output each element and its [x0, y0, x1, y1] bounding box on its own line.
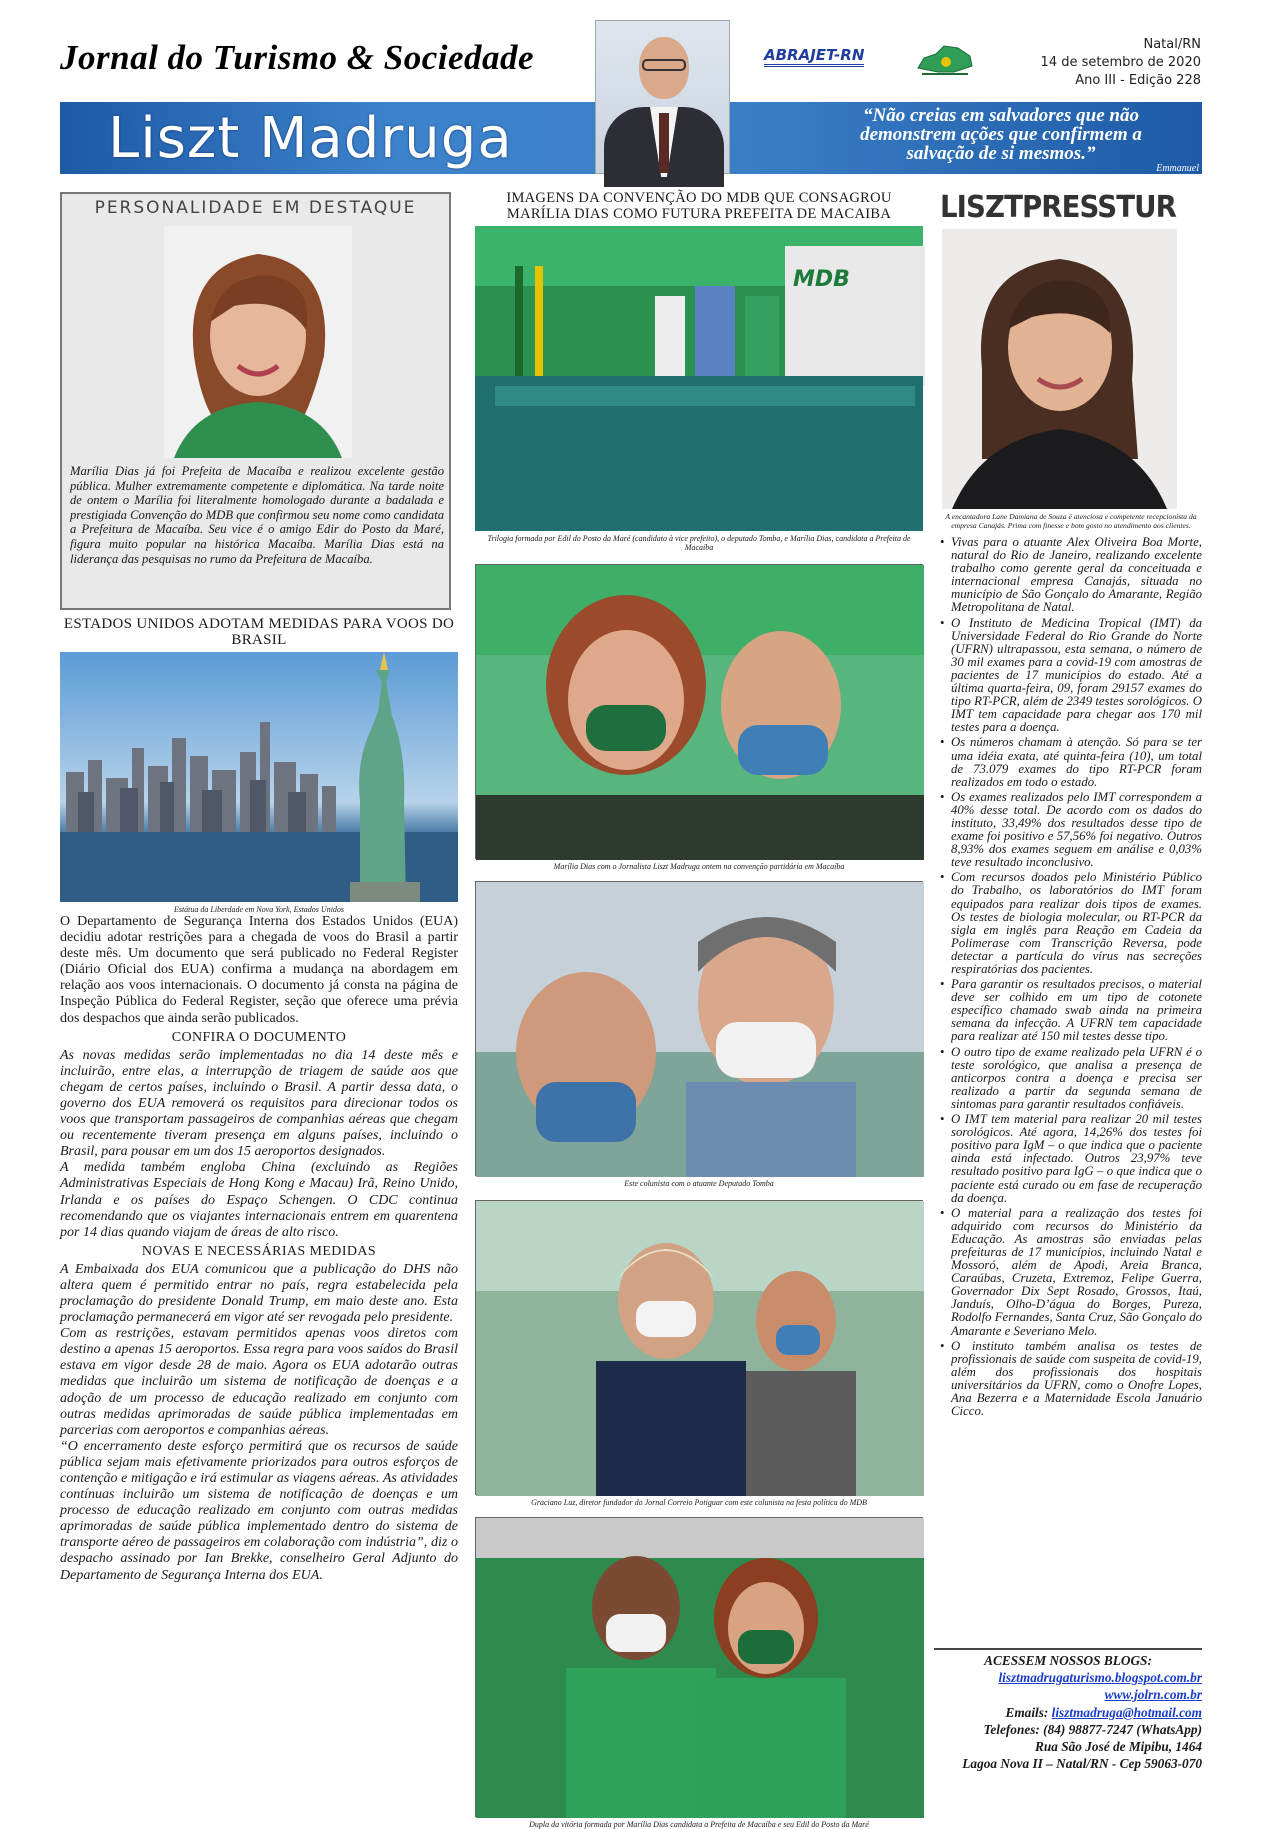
email-link[interactable]: lisztmadruga@hotmail.com: [1051, 1704, 1202, 1720]
note-item: • Os números chamam à atenção. Só para se ter uma idéia exata, até quinta-feira (10), um total de 73.079 exames do tipo RT-PCR foram realizados em todo o estado.: [940, 736, 1202, 788]
header-quote: “Não creias em salvadores que não demonstrem ações que confirmem a salvação de si mesmos.”: [860, 105, 1142, 164]
convention-stage-photo: [475, 226, 923, 531]
gallery-title: IMAGENS DA CONVENÇÃO DO MDB QUE CONSAGROU MARÍLIA DIAS COMO FUTURA PREFEITA DE MACAIBA: [506, 190, 892, 222]
note-item: • Vivas para o atuante Alex Oliveira Boa Morte, natural do Rio de Janeiro, realizando excelente trabalho como gerente geral da conceituada e internacional empresa Canajás, situada no município de São Gonçalo do Amarante, Região Metropolitana de Natal.: [940, 536, 1202, 615]
usa-photo-caption: Estátua da Liberdade em Nova York, Estados Unidos: [173, 905, 345, 914]
columnist-deputy-tomba-photo: [475, 881, 923, 1176]
feature-heading: PERSONALIDADE EM DESTAQUE: [94, 198, 417, 218]
address-line-2: Lagoa Nova II – Natal/RN - Cep 59063-070: [962, 1756, 1202, 1772]
feature-text: Marília Dias já foi Prefeita de Macaíba e realizou excelente gestão pública. Mulher extremamente competente e diplomática. Na tarde noite de ontem o Marília foi literalmente homologado durante a badalada e prestigiada Convenção do MDB que confirmou seu nome como candidata a Prefeitura de Macaíba. Seu vice é o amigo Edir do Posto da Maré, figura muito popular na histórica Macaíba. Marília Dias está na liderança das pesquisas no rumo da Prefeitura de Macaíba.: [70, 464, 444, 566]
usa-article-p5: “O encerramento deste esforço permitirá que os recursos de saúde pública sejam mais efetivamente priorizados para outros esforços de contenção e mitigação e irá estimular as viagens aéreas. As atividades contínuas incluirão um sistema de notificação de doenças e um processo de educação realizado em conjunto com outras medidas aprimoradas de saúde pública implementado dentro do sistema de transporte aéreo de passageiros em colaboração com indústria”, diz o despacho assinado por Ian Brekke, conselheiro Geral Adjunto do Departamento de Segurança Interna dos EUA.: [60, 1438, 458, 1583]
gallery-caption-5: Dupla da vitória formada por Marília Dias candidata a Prefeita de Macaíba e seu Edil do Posto da Maré: [529, 1820, 869, 1829]
columnist-name: Liszt Madruga: [108, 106, 513, 171]
note-item: • O Instituto de Medicina Tropical (IMT) da Universidade Federal do Rio Grande do Norte (UFRN) ultrapassou, esta semana, o número de 30 mil exames para a covid-19 com amostras de pacientes de 17 municípios do estado. Até a última quarta-feira, 09, foram 29157 exames do tipo RT-PCR, além de 2349 testes sorológicos. O IMT tem capacidade para chegar aos 170 mil testes para a doença.: [940, 617, 1202, 735]
blog-link-2[interactable]: www.jolrn.com.br: [1104, 1687, 1202, 1703]
personality-feature-box: [60, 192, 451, 610]
usa-subhead-document: CONFIRA O DOCUMENTO: [171, 1029, 347, 1045]
note-item: • Para garantir os resultados precisos, o material deve ser colhido em um tipo de cotonete específico chamado swab ainda na primeira semana da infecção. A UFRN tem capacidade para realizar até 150 mil testes desse tipo.: [940, 978, 1202, 1043]
marilia-edil-photo: [475, 1517, 923, 1817]
mdb-convention-gallery: [475, 190, 923, 1829]
usa-article-section1: [60, 1048, 458, 1241]
dateline: [1041, 36, 1201, 90]
gallery-caption-4: Graciano Luz, diretor fundador do Jornal Correio Potiguar com este colunista na festa política do MDB: [531, 1498, 867, 1507]
mdb-banner-text: MDB: [793, 267, 850, 292]
contact-box: [934, 1648, 1202, 1772]
note-item: • Os exames realizados pelo IMT correspondem a 40% desse total. De acordo com os dados do instituto, 33,49% dos resultados desse tipo de exame foi positivo e 57,56% foi negativo. Outros 8,93% dos exames seguem em análise e 0,03% teve resultado inconclusivo.: [940, 791, 1202, 870]
dateline-date: 14 de setembro de 2020: [1040, 55, 1201, 70]
usa-subhead-measures: NOVAS E NECESSÁRIAS MEDIDAS: [141, 1243, 377, 1259]
masthead-title: Jornal do Turismo & Sociedade: [60, 38, 535, 77]
usa-article-p2: A medida também engloba China (excluindo as Regiões Administrativas Especiais de Hong Kong e Macau) Irã, Reino Unido, Irlanda e os países do Espaço Schengen. O CDC continua recomendando que os viajantes internacionais entrem em quarentena por 14 dias quando viajam de áreas de alto risco.: [60, 1160, 458, 1240]
usa-article-p3: A Embaixada dos EUA comunicou que a publicação do DHS não altera quem é permitido entrar no país, regra estabelecida pela proclamação do presidente Donald Trump, em maio deste ano. Esta proclamação permanecerá em vigor até ser revogada pelo presidente.: [60, 1261, 458, 1326]
usa-article-body: [60, 914, 458, 1027]
note-item: • O material para a realização dos testes foi adquirido com recursos do Ministério da Educação. As amostras são enviadas pelas prefeituras de 17 municípios, incluindo Natal e Mossoró, além de Apodi, Areia Branca, Caraúbas, Cruzeta, Extremoz, Felipe Guerra, Governador Dix Sept Rosado, Grossos, Itaú, Janduís, Olho-D’água do Borges, Pureza, Rodolfo Fernandes, Santa Cruz, São Gonçalo do Amarante e Severiano Melo.: [940, 1207, 1202, 1338]
usa-article-intro: O Departamento de Segurança Interna dos Estados Unidos (EUA) decidiu adotar restrições para a chegada de voos do Brasil a partir deste mês. Um documento que será publicado no Federal Register (Diário Oficial dos EUA) confirma a mudança na abordagem em relação aos voos internacionais. O documento já consta na página de Inspeção Pública do Federal Register, seção que oferece uma prévia dos despachos que ainda serão publicados.: [60, 914, 458, 1026]
gallery-caption-1: Trilogia formada por Edil do Posto da Maré (candidato à vice prefeito), o deputado Tomba, e Marília Dias, candidata a Prefeita de Macaíba: [487, 534, 911, 552]
lane-photo-caption: A encantadora Lane Damiana de Souza é atenciosa e competente recepcionista da empresa Canajás. Prima com finesse e bom gosto no atendimento aos clientes.: [945, 512, 1197, 530]
note-item: • O instituto também analisa os testes de profissionais de saúde com suspeita de covid-19, além dos profissionais dos hospitais universitários da UFRN, como o Onofre Lopes, Ana Bezerra e a Maternidade Escola Januário Cicco.: [940, 1340, 1202, 1419]
lane-damiana-photo: [942, 229, 1177, 509]
usa-article-title: ESTADOS UNIDOS ADOTAM MEDIDAS PARA VOOS DO BRASIL: [63, 616, 455, 648]
rn-state-map-logo: [914, 38, 976, 84]
usa-flights-article: [60, 616, 458, 1584]
phone-line: Telefones: (84) 98877-7247 (WhatsApp): [983, 1721, 1202, 1737]
lisztpresstur-notes: [940, 536, 1202, 1418]
dateline-city: Natal/RN: [1143, 37, 1201, 52]
gallery-caption-3: Este colunista com o atuante Deputado Tomba: [624, 1179, 774, 1188]
marilia-liszt-selfie-photo: [475, 564, 923, 859]
lisztpresstur-column: [940, 190, 1202, 1420]
dateline-edition: Ano III - Edição 228: [1075, 73, 1201, 88]
note-item: • O IMT tem material para realizar 20 mil testes sorológicos. Até agora, 14,26% dos testes foi positivo para IgM – o que indica que o paciente ainda está infectado. Outros 23,97% teve resultado positivo para IgG – o que indica que o paciente está curado ou em fase de recuperação da doença.: [940, 1113, 1202, 1205]
gallery-caption-2: Marília Dias com o Jornalista Liszt Madruga ontem na convenção partidária em Macaíba: [553, 862, 845, 871]
abrajet-logo: ABRAJET-RN: [764, 46, 864, 67]
marilia-dias-photo: [164, 226, 352, 458]
usa-article-p1: As novas medidas serão implementadas no dia 14 deste mês e incluirão, entre elas, a interrupção de triagem de saúde aos que chegam de certos países, incluindo o Brasil. A partir dessa data, o governo dos EUA removerá os requisitos para direcionar todos os voos que transportam passageiros de companhias aéreas que chegam ou recentemente tiveram presença em alguns países, incluindo o Brasil, para pousar em um dos 15 aeroportos designados.: [60, 1047, 458, 1160]
note-item: • O outro tipo de exame realizado pela UFRN é o teste sorológico, que analisa a presença de anticorpos contra a doença e precisa ser realizado a partir da segunda semana de sintomas para garantir resultados confiáveis.: [940, 1046, 1202, 1111]
usa-article-p4: Com as restrições, estavam permitidos apenas voos diretos com destino a apenas 15 aeroportos. Essa regra para voos saídos do Brasil estava em vigor desde 28 de maio. Agora os EUA adotarão outras medidas que incluirão um sistema de notificação de doenças e a adoção de um processo de educação realizado em conjunto com outras medidas aprimoradas de saúde pública implementadas em parcerias com aeroportos e companhias aéreas.: [60, 1326, 458, 1438]
address-line-1: Rua São José de Mipibu, 1464: [1035, 1739, 1202, 1755]
quote-author: Emmanuel: [1156, 163, 1199, 174]
email-label: Emails:: [1005, 1704, 1049, 1720]
statue-of-liberty-photo: [60, 652, 458, 902]
columnist-portrait: [595, 20, 730, 174]
usa-article-section2: [60, 1262, 458, 1584]
blog-link-1[interactable]: lisztmadrugaturismo.blogspot.com.br: [998, 1670, 1202, 1686]
graciano-luz-photo: [475, 1200, 923, 1495]
blogs-heading: ACESSEM NOSSOS BLOGS:: [984, 1653, 1152, 1668]
lisztpresstur-title: LISZTPRESSTUR: [940, 190, 1176, 225]
note-item: • Com recursos doados pelo Ministério Público do Trabalho, os laboratórios do IMT foram equipados para realizar dois tipos de exames. Os testes de biologia molecular, ou RT-PCR da sigla em inglês para Reação em Cadeia da Polimerase com Transcrição Reversa, pode detectar a partícula do vírus nas secreções respiratórias dos pacientes.: [940, 871, 1202, 976]
